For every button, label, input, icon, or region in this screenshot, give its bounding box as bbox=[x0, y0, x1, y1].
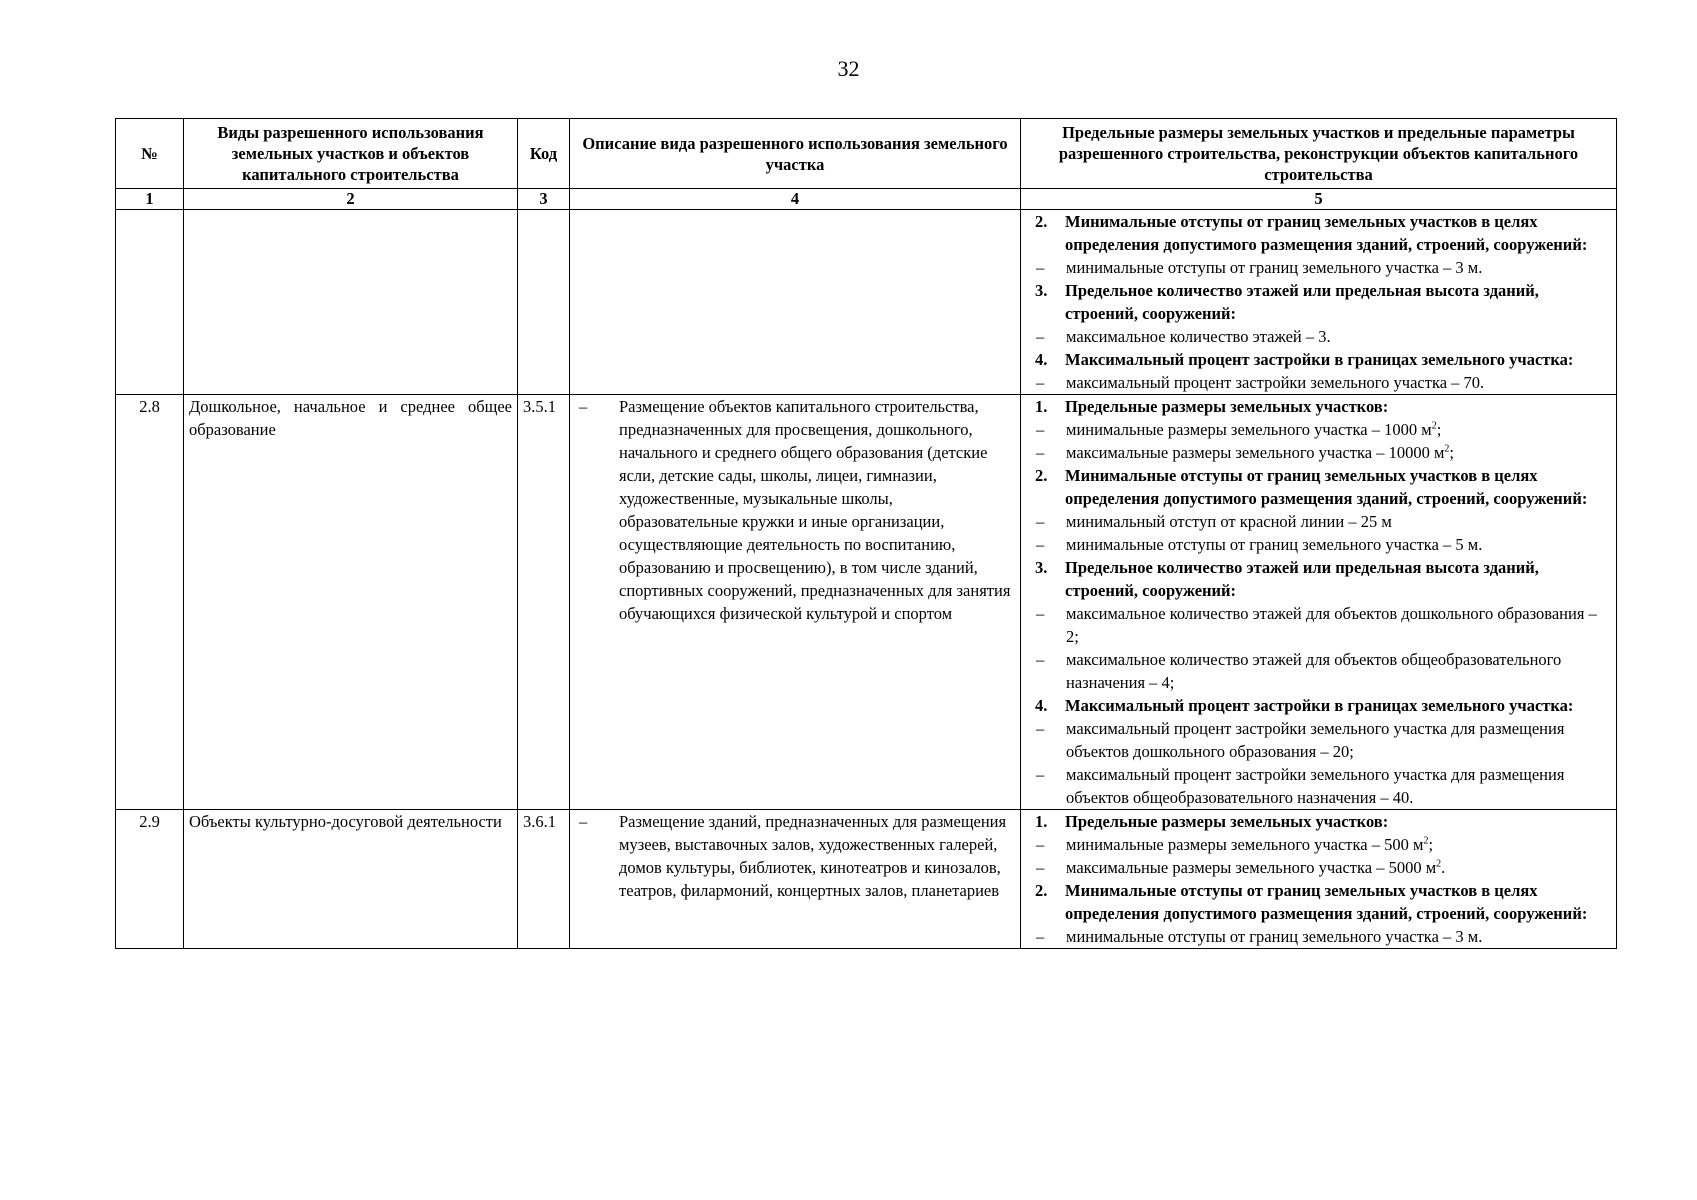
limit-heading-number: 1. bbox=[1035, 397, 1048, 416]
limit-heading-number: 1. bbox=[1035, 812, 1048, 831]
limit-heading-text: Минимальные отступы от границ земельных участков в целях определения допустимого размещения зданий, строений, сооружений: bbox=[1065, 212, 1588, 254]
dash-bullet: – bbox=[1036, 443, 1045, 462]
limit-heading bbox=[1026, 210, 1611, 256]
limit-heading bbox=[1026, 348, 1611, 371]
column-number: 1 bbox=[116, 189, 184, 210]
land-use-code: 3.6.1 bbox=[518, 810, 570, 949]
page-number: 32 bbox=[837, 56, 860, 81]
limits-cell bbox=[1021, 395, 1617, 810]
limit-item-body bbox=[1066, 833, 1611, 856]
dash-bullet: – bbox=[1036, 535, 1045, 554]
dash-bullet: – bbox=[1036, 650, 1045, 669]
limit-heading-text: Максимальный процент застройки в границах земельного участка: bbox=[1065, 696, 1574, 715]
column-number-row bbox=[116, 189, 1617, 210]
dash-bullet: – bbox=[1036, 258, 1045, 277]
dash-bullet: – bbox=[1036, 835, 1045, 854]
dash-bullet: – bbox=[1036, 420, 1045, 439]
table-row bbox=[116, 810, 1617, 949]
limit-item bbox=[1026, 256, 1611, 279]
limits-cell bbox=[1021, 810, 1617, 949]
limit-item-text: минимальные размеры земельного участка – 1000 м bbox=[1066, 420, 1432, 439]
limit-heading-number: 4. bbox=[1035, 696, 1048, 715]
limit-item bbox=[1026, 418, 1611, 441]
limit-item-body bbox=[1066, 325, 1611, 348]
limit-item bbox=[1026, 833, 1611, 856]
dash-bullet: – bbox=[579, 812, 588, 831]
limits-cell bbox=[1021, 210, 1617, 395]
limit-heading-number: 2. bbox=[1035, 466, 1048, 485]
row-number bbox=[116, 210, 184, 395]
table-row bbox=[116, 395, 1617, 810]
limit-heading bbox=[1026, 395, 1611, 418]
limit-item-body bbox=[1066, 256, 1611, 279]
limit-item-body bbox=[1066, 533, 1611, 556]
header-row bbox=[116, 119, 1617, 189]
limit-heading-text: Предельные размеры земельных участков: bbox=[1065, 812, 1389, 831]
limit-item-punctuation: ; bbox=[1428, 835, 1434, 854]
limit-heading-number: 3. bbox=[1035, 281, 1048, 300]
column-number: 2 bbox=[184, 189, 518, 210]
description-item bbox=[575, 810, 1015, 902]
limit-item-text: максимальный процент застройки земельного участка для размещения объектов дошкольного образования – 20; bbox=[1066, 719, 1565, 761]
land-use-kind: Дошкольное, начальное и среднее общее образование bbox=[184, 395, 518, 810]
limit-item-text: минимальные размеры земельного участка – 500 м bbox=[1066, 835, 1424, 854]
limit-item bbox=[1026, 648, 1611, 694]
header-kind: Виды разрешенного использования земельных участков и объектов капитального строительства bbox=[184, 119, 518, 189]
description-text: Размещение зданий, предназначенных для размещения музеев, выставочных залов, художественных галерей, домов культуры, библиотек, кинотеатров и кинозалов, театров, филармоний, концертных залов, планетариев bbox=[619, 812, 1007, 900]
land-use-table bbox=[115, 118, 1617, 949]
description-text: Размещение объектов капитального строительства, предназначенных для просвещения, дошкольного, начального и среднего общего образования (детские ясли, детские сады, школы, лицеи, гимназии, художественные, музыкальные школы, образовательные кружки и иные организации, осуществляющие деятельность по воспитанию, образованию и просвещению), в том числе зданий, спортивных сооружений, предназначенных для занятия обучающихся физической культурой и спортом bbox=[619, 397, 1011, 623]
limit-item-punctuation: ; bbox=[1436, 420, 1442, 439]
limit-item bbox=[1026, 856, 1611, 879]
limit-item-text: максимальный процент застройки земельного участка – 70. bbox=[1066, 373, 1485, 392]
limit-item-body bbox=[1066, 925, 1611, 948]
square-meter-superscript: 2 bbox=[1444, 443, 1450, 455]
limit-item bbox=[1026, 371, 1611, 394]
dash-bullet: – bbox=[1036, 604, 1045, 623]
dash-bullet: – bbox=[1036, 327, 1045, 346]
limit-heading bbox=[1026, 810, 1611, 833]
limit-heading bbox=[1026, 464, 1611, 510]
table-body bbox=[116, 210, 1617, 949]
limit-heading bbox=[1026, 694, 1611, 717]
limit-item-body bbox=[1066, 441, 1611, 464]
limit-item-text: минимальные отступы от границ земельного участка – 5 м. bbox=[1066, 535, 1483, 554]
limit-heading-text: Предельное количество этажей или предельная высота зданий, строений, сооружений: bbox=[1065, 281, 1539, 323]
limit-item-text: максимальные размеры земельного участка – 5000 м bbox=[1066, 858, 1437, 877]
limit-heading bbox=[1026, 279, 1611, 325]
limit-item bbox=[1026, 602, 1611, 648]
header-code: Код bbox=[518, 119, 570, 189]
limit-heading-number: 2. bbox=[1035, 881, 1048, 900]
limit-heading-text: Предельное количество этажей или предельная высота зданий, строений, сооружений: bbox=[1065, 558, 1539, 600]
limit-item-text: минимальные отступы от границ земельного участка – 3 м. bbox=[1066, 927, 1483, 946]
limit-heading-text: Максимальный процент застройки в границах земельного участка: bbox=[1065, 350, 1574, 369]
square-meter-superscript: 2 bbox=[1431, 420, 1437, 432]
limit-item bbox=[1026, 325, 1611, 348]
limit-item-body bbox=[1066, 763, 1611, 809]
land-use-code bbox=[518, 210, 570, 395]
land-use-code: 3.5.1 bbox=[518, 395, 570, 810]
limit-item-punctuation: ; bbox=[1449, 443, 1454, 462]
square-meter-superscript: 2 bbox=[1423, 835, 1429, 847]
land-use-kind: Объекты культурно-досуговой деятельности bbox=[184, 810, 518, 949]
dash-bullet: – bbox=[1036, 373, 1045, 392]
limit-item-body bbox=[1066, 856, 1611, 879]
dash-bullet: – bbox=[579, 397, 588, 416]
limit-item-body bbox=[1066, 510, 1611, 533]
column-number: 3 bbox=[518, 189, 570, 210]
limit-heading-text: Минимальные отступы от границ земельных участков в целях определения допустимого размещения зданий, строений, сооружений: bbox=[1065, 881, 1588, 923]
limit-item bbox=[1026, 441, 1611, 464]
limit-item bbox=[1026, 925, 1611, 948]
land-use-description bbox=[570, 210, 1021, 395]
limit-item-text: максимальное количество этажей для объектов общеобразовательного назначения – 4; bbox=[1066, 650, 1562, 692]
limit-item-text: максимальный процент застройки земельного участка для размещения объектов общеобразовательного назначения – 40. bbox=[1066, 765, 1565, 807]
limit-item bbox=[1026, 510, 1611, 533]
limit-item bbox=[1026, 763, 1611, 809]
table-header bbox=[116, 119, 1617, 210]
land-use-description bbox=[570, 395, 1021, 810]
limit-item-body bbox=[1066, 648, 1611, 694]
header-description: Описание вида разрешенного использования земельного участка bbox=[570, 119, 1021, 189]
square-meter-superscript: 2 bbox=[1436, 858, 1442, 870]
limit-item-body bbox=[1066, 371, 1611, 394]
dash-bullet: – bbox=[1036, 719, 1045, 738]
limit-heading-number: 2. bbox=[1035, 212, 1048, 231]
column-number: 5 bbox=[1021, 189, 1617, 210]
table-row bbox=[116, 210, 1617, 395]
limit-heading-number: 4. bbox=[1035, 350, 1048, 369]
dash-bullet: – bbox=[1036, 858, 1045, 877]
limit-heading-text: Предельные размеры земельных участков: bbox=[1065, 397, 1389, 416]
limit-item-text: максимальное количество этажей – 3. bbox=[1066, 327, 1331, 346]
limit-item-text: максимальное количество этажей для объектов дошкольного образования – 2; bbox=[1066, 604, 1597, 646]
description-item bbox=[575, 395, 1015, 625]
land-use-kind bbox=[184, 210, 518, 395]
land-use-description bbox=[570, 810, 1021, 949]
limit-item bbox=[1026, 717, 1611, 763]
header-limits: Предельные размеры земельных участков и предельные параметры разрешенного строительства, реконструкции объектов капитального строительства bbox=[1021, 119, 1617, 189]
limit-item-body bbox=[1066, 717, 1611, 763]
row-number: 2.8 bbox=[116, 395, 184, 810]
limit-heading bbox=[1026, 879, 1611, 925]
dash-bullet: – bbox=[1036, 765, 1045, 784]
limit-item-text: минимальные отступы от границ земельного участка – 3 м. bbox=[1066, 258, 1483, 277]
limit-heading-text: Минимальные отступы от границ земельных участков в целях определения допустимого размещения зданий, строений, сооружений: bbox=[1065, 466, 1588, 508]
row-number: 2.9 bbox=[116, 810, 184, 949]
limit-item-body bbox=[1066, 602, 1611, 648]
limit-heading-number: 3. bbox=[1035, 558, 1048, 577]
limit-item bbox=[1026, 533, 1611, 556]
limit-item-text: минимальный отступ от красной линии – 25 м bbox=[1066, 512, 1392, 531]
dash-bullet: – bbox=[1036, 927, 1045, 946]
column-number: 4 bbox=[570, 189, 1021, 210]
header-no: № bbox=[116, 119, 184, 189]
limit-heading bbox=[1026, 556, 1611, 602]
limit-item-punctuation: . bbox=[1441, 858, 1446, 877]
limit-item-body bbox=[1066, 418, 1611, 441]
dash-bullet: – bbox=[1036, 512, 1045, 531]
limit-item-text: максимальные размеры земельного участка – 10000 м bbox=[1066, 443, 1445, 462]
